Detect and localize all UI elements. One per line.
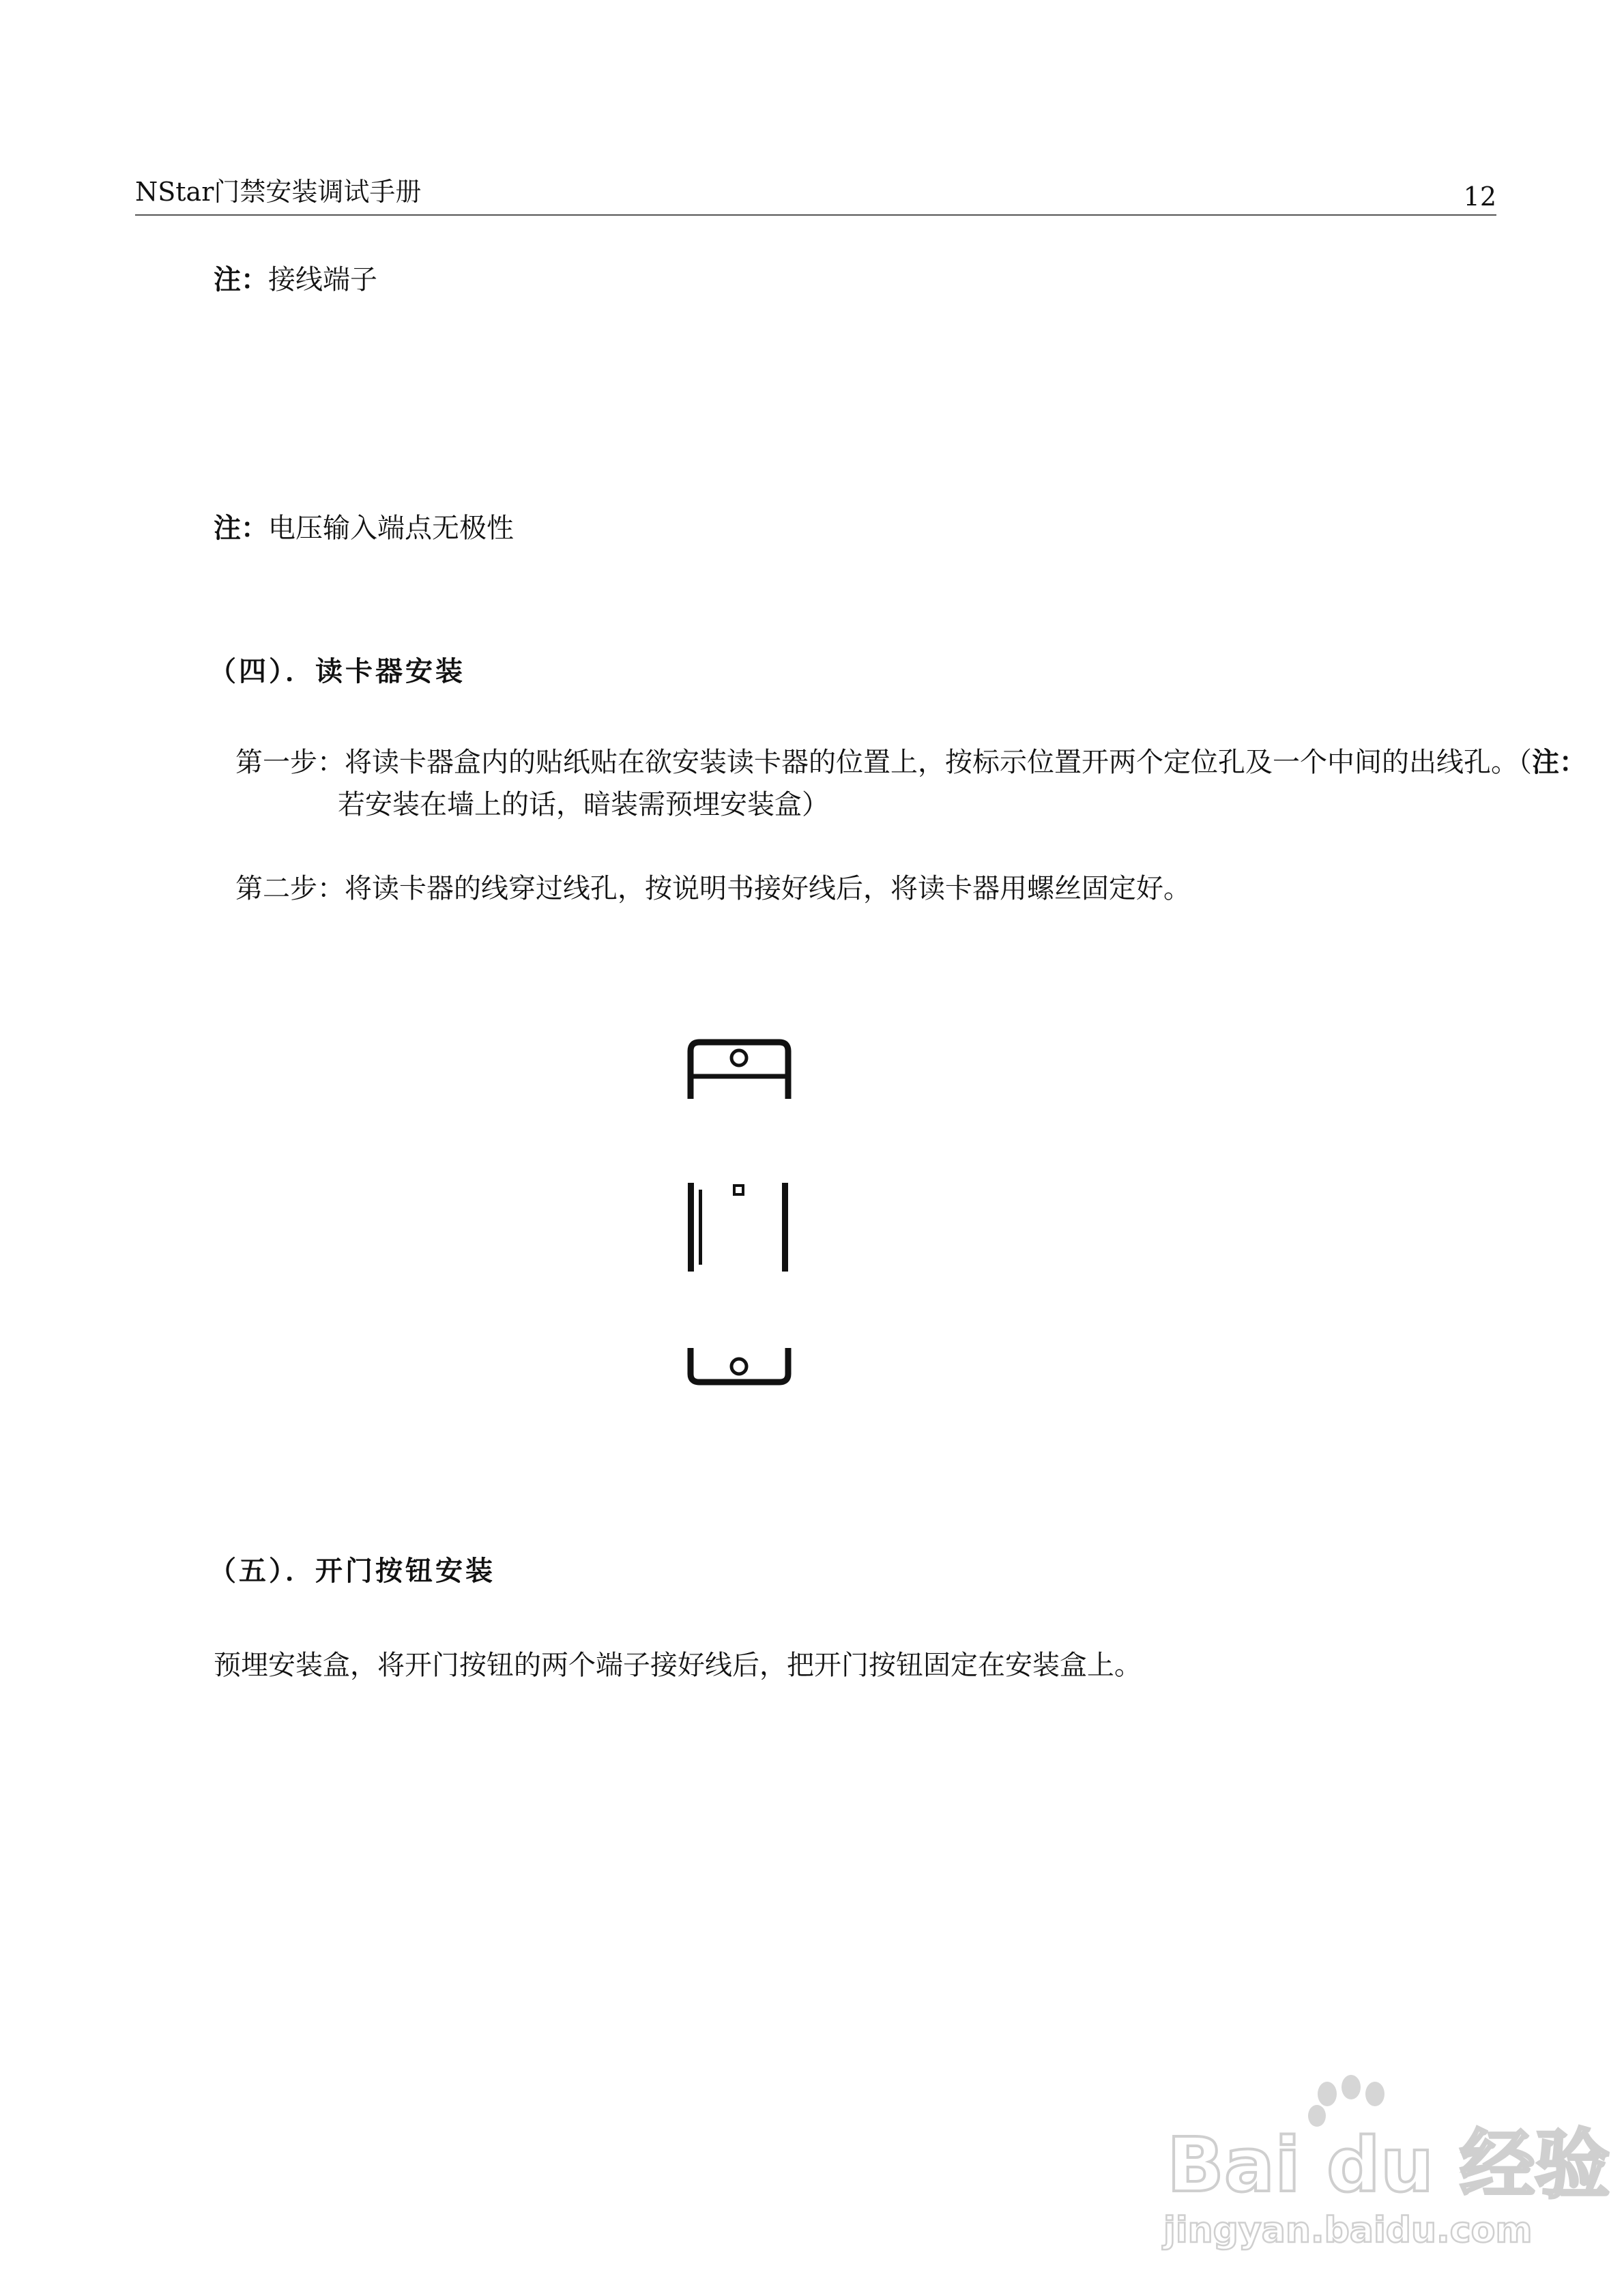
page-number: 12	[1463, 182, 1496, 212]
svg-text:jingyan.baidu.com: jingyan.baidu.com	[1163, 2210, 1533, 2251]
middle-mounting-strips	[688, 1183, 788, 1272]
step-one-text: 将读卡器盒内的贴纸贴在欲安装读卡器的位置上，按标示位置开两个定位孔及一个中间的出线孔。（	[345, 747, 1532, 778]
header-divider	[135, 214, 1496, 216]
section-heading-exit-button-install: （五）．开门按钮安装	[209, 1555, 495, 1587]
svg-text:Bai du 经验: Bai du 经验	[1167, 2121, 1610, 2209]
exit-button-paragraph: 预埋安装盒，将开门按钮的两个端子接好线后，把开门按钮固定在安装盒上。	[214, 1650, 1142, 1681]
baidu-jingyan-watermark	[1153, 2075, 1610, 2252]
paw-icon	[1308, 2075, 1384, 2127]
section-heading-reader-install: （四）．读卡器安装	[209, 656, 465, 687]
note-label: 注：	[214, 512, 268, 544]
note-label: 注：	[214, 263, 268, 296]
step-one-paragraph	[235, 741, 1593, 826]
note-voltage	[214, 506, 514, 545]
header-title: NStar门禁安装调试手册	[135, 177, 422, 207]
step-two-paragraph: 第二步：将读卡器的线穿过线孔，按说明书接好线后，将读卡器用螺丝固定好。	[235, 873, 1191, 904]
bottom-mounting-bracket	[691, 1348, 788, 1382]
note-terminal-text: 接线端子	[268, 264, 377, 296]
step-one-note-text: 若安装在墙上的话，暗装需预埋安装盒）	[338, 789, 829, 820]
step-one-label: 第一步：	[235, 747, 345, 778]
note-voltage-text: 电压输入端点无极性	[268, 513, 514, 544]
note-terminal	[214, 258, 377, 297]
step-one-note-label: 注：	[1532, 746, 1586, 778]
reader-mounting-template-diagram	[682, 1027, 805, 1396]
top-mounting-bracket	[691, 1042, 788, 1099]
